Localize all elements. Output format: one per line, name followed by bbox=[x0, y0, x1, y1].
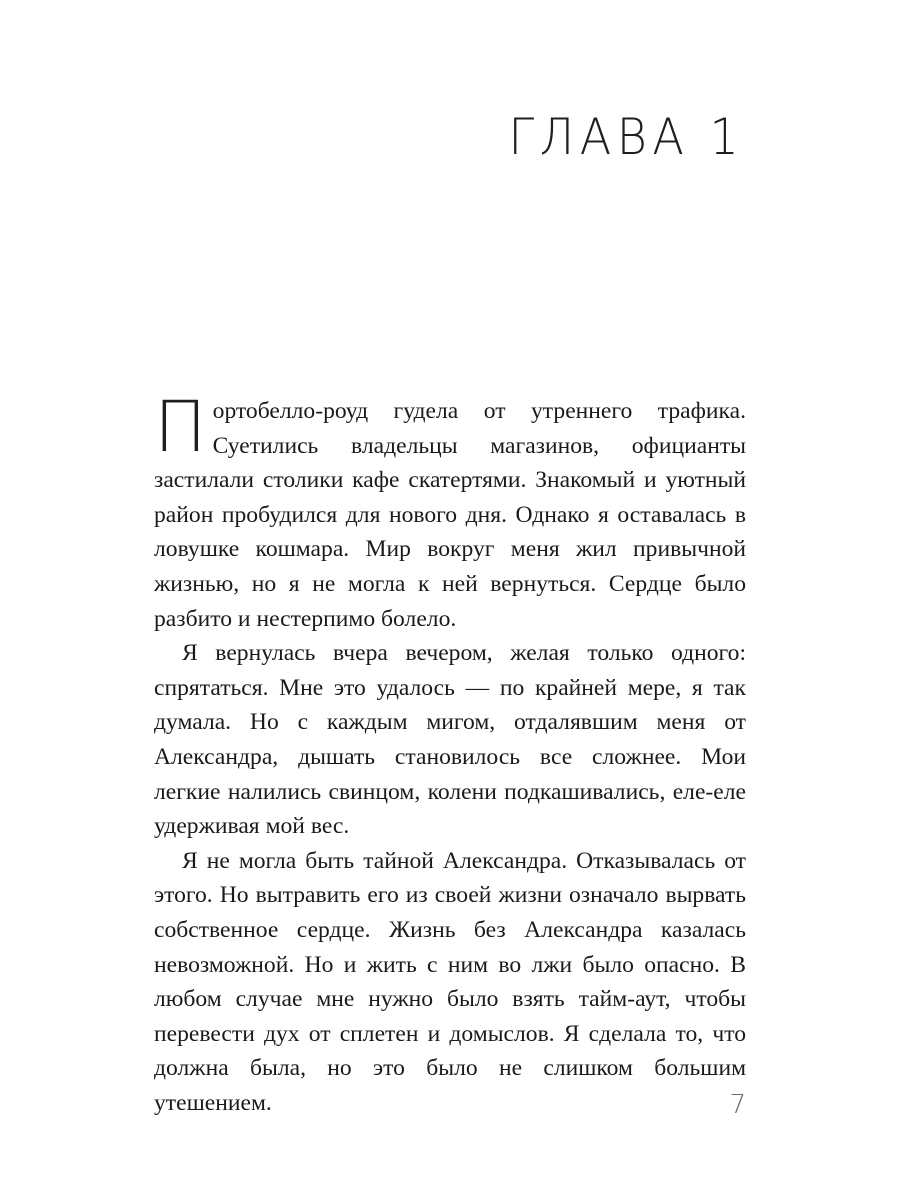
paragraph-1-text: ортобелло-роуд гудела от утреннего трафика. Суетились владельцы магазинов, официанты застилали столики кафе скатертями. Знакомый и уютный район пробудился для нового дня. Однако я оставалась в ловушке кошмара. Мир вокруг меня жил привычной жизнью, но я не могла к ней вернуться. Сердце было разбито и нестерпимо болело. bbox=[154, 398, 746, 632]
chapter-text bbox=[154, 386, 746, 1120]
drop-cap: П bbox=[154, 386, 207, 468]
paragraph-1 bbox=[154, 386, 746, 636]
page-number: 7 bbox=[729, 1090, 746, 1120]
paragraph-2: Я вернулась вчера вечером, желая только одного: спрятаться. Мне это удалось — по крайней мере, я так думала. Но с каждым мигом, отдалявшим меня от Александра, дышать становилось все сложнее. Мои легкие налились свинцом, колени подкашивались, еле-еле удерживая мой вес. bbox=[154, 640, 746, 840]
chapter-title: ГЛАВА 1 bbox=[508, 108, 744, 166]
paragraph-3: Я не могла быть тайной Александра. Отказывалась от этого. Но вытравить его из своей жизни означало вырвать собственное сердце. Жизнь без Александра казалась невозможной. Но и жить с ним во лжи было опасно. В любом случае мне нужно было взять тайм-аут, чтобы перевести дух от сплетен и домыслов. Я сделала то, что должна была, но это было не слишком большим утешением. bbox=[154, 847, 746, 1116]
